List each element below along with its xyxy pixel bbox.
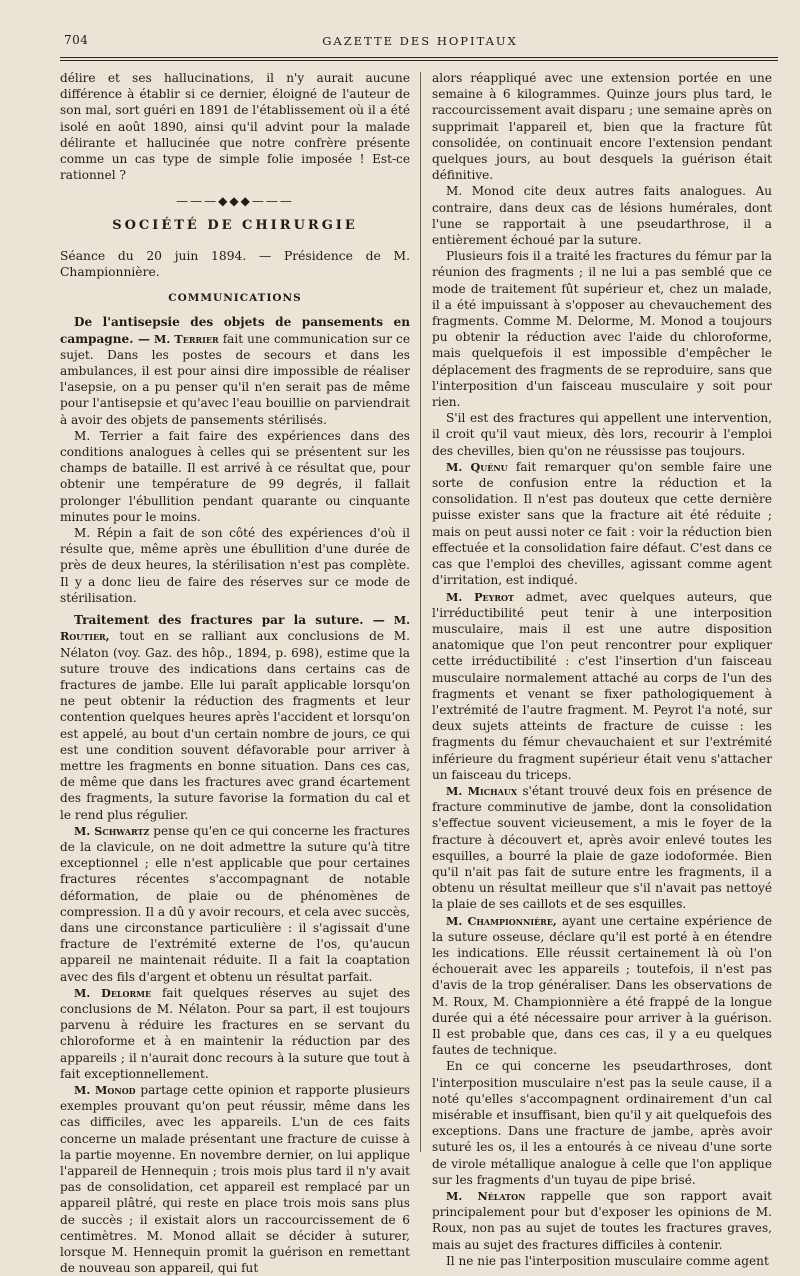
page-header [0, 30, 800, 54]
speaker-quenu: M. Quénu [446, 459, 508, 474]
antisepsie-paragraph-2: M. Terrier a fait faire des expériences dans des conditions analogues à celles qui se présentent sur les champs de bataille. Il est arrivé à ce résultat que, pour obtenir une température de 99 degrés, il fallait prolonger l'ébullition pendant quarante ou cinquante minutes pour le moins. [60, 428, 410, 524]
speaker-championniere: M. Championnière, [446, 913, 557, 928]
right-paragraph-4: S'il est des fractures qui appellent une intervention, il croit qu'il vaut mieux, dès lors, recourir à l'emploi des chevilles, bien qu'on ne réussisse pas toujours. [432, 411, 772, 458]
page-number: 704 [64, 33, 89, 47]
section-title: SOCIÉTÉ DE CHIRURGIE [112, 217, 358, 233]
last-line: Il ne nie pas l'interposition musculaire comme agent [446, 1253, 769, 1268]
header-rule-bottom [60, 60, 778, 61]
session-line: Séance du 20 juin 1894. — Présidence de M. Championnière. [60, 248, 410, 280]
speaker-schwartz: M. Schwartz [74, 823, 150, 838]
delorme-paragraph [60, 985, 410, 1082]
opening-paragraph: délire et ses hallucinations, il n'y aurait aucune différence à établir si ce dernier, éloigné de l'auteur de son mal, sort guéri en 1891 de l'établissement où il a été isolé en août 1890, ainsi qu'il advint pour la malade délirante et hallucinée que notre confrère présente comme un cas type de simple folie imposée ! Est-ce rationnel ? [60, 71, 410, 183]
speaker-routier: M. Routier, [60, 613, 410, 644]
right-paragraph-2: M. Monod cite deux autres faits analogues. Au contraire, dans deux cas de lésions humérales, dont l'une se rapportait à une pseudarthrose, il a entièrement échoué par la suture. [432, 184, 772, 248]
fractures-text: tout en se ralliant aux conclusions de M. Nélaton (voy. Gaz. des hôp., 1894, p. 698), estime que la suture trouve des indications dans certains cas de fractures de jambe. Elle lui paraît applicable lorsqu'on ne peut obtenir la réduction des fragments et leur contention quelques heures après l'accident et lorsqu'on est appelé, au bout d'un certain nombre de jours, ce qui est une condition souvent défavorable pour arriver à mettre les fragments en bonne situation. Dans ces cas, de même que dans les fractures avec grand écartement des fragments, la suture favorise la formation du cal et le rend plus régulier. [60, 629, 410, 822]
antisepsie-paragraph-3: M. Répin a fait de son côté des expériences d'où il résulte que, même après une ébullition d'une durée de près de deux heures, la stérilisation n'est pas complète. Il y a donc lieu de faire des réserves sur ce mode de stérilisation. [60, 526, 410, 605]
peyrot-text: admet, avec quelques auteurs, que l'irréductibilité peut tenir à une interposition musculaire, mais il est une autre disposition anatomique que l'on peut rencontrer pour expliquer cette irréductibilité : c'est l'insertion d'un faisceau musculaire normalement attaché au corps de l'un des fragments et venant se fixer pathologiquement à l'extrémité de l'autre fragment. M. Peyrot l'a noté, sur deux sujets atteints de fracture de cuisse : les fragments du fémur chevauchaient et sur l'extrémité inférieure du fragment supérieur était venu s'attacher un faisceau du triceps. [432, 589, 772, 782]
fractures-title: Traitement des fractures par la suture. — [74, 613, 385, 628]
section-ornament: ———◆◆◆——— [176, 194, 294, 209]
quenu-text: fait remarquer qu'on semble faire une sorte de confusion entre la réduction et la consolidation. Il n'est pas douteux que cette dernière puisse exister sans que la fracture ait été réduite ; mais on peut aussi noter ce fait : voir la réduction bien effectuée et la consolidation faire défaut. C'est dans ce cas que l'emploi des chevilles, agissant comme agent d'irritation, est indiqué. [432, 459, 772, 588]
fractures-paragraph [60, 612, 410, 823]
nelaton-text: rappelle que son rapport avait principalement pour but d'exposer les opinions de M. Roux, non pas au sujet de toutes les fractures graves, mais au sujet des fractures difficiles à contenir. [432, 1189, 772, 1252]
right-paragraph-3: Plusieurs fois il a traité les fractures du fémur par la réunion des fragments ; il ne lui a pas semblé que ce mode de traitement fût supérieur et, chez un malade, il a été impuissant à s'opposer au chevauchement des fragments. Comme M. Delorme, M. Monod a toujours pu obtenir la réduction avec l'aide du chloroforme, mais quelquefois il est impossible d'empêcher le déplacement des fragments de se reproduire, sans que l'interposition d'un faisceau musculaire y soit pour rien. [432, 249, 772, 410]
antisepsie-text-1: fait une communication sur ce sujet. Dans les postes de secours et dans les ambulances, il est pour ainsi dire impossible de réaliser l'asepsie, on a pu penser qu'il n'en serait pas de même pour l'antisepsie et qu'avec l'eau bouillie on parviendrait à avoir des objets de pansements stérilisés. [60, 331, 410, 427]
schwartz-paragraph [60, 823, 410, 985]
championniere-paragraph [432, 913, 772, 1059]
subsection-heading: COMMUNICATIONS [168, 292, 302, 305]
nelaton-paragraph [432, 1188, 772, 1253]
speaker-nelaton: M. Nélaton [446, 1189, 526, 1204]
antisepsie-paragraph [60, 314, 410, 427]
delorme-text: fait quelques réserves au sujet des conclusions de M. Nélaton. Pour sa part, il est toujours parvenu à réduire les fractures en se servant du chloroforme et à en maintenir la réduction par des appareils ; il n'aurait donc recours à la suture que tout à fait exceptionnellement. [60, 985, 410, 1081]
schwartz-text: pense qu'en ce qui concerne les fractures de la clavicule, on ne doit admettre la suture qu'à titre exceptionnel ; elle n'est applicable que pour certaines fractures récentes s'accompagnant de notable déformation, de plaie ou de phénomènes de compression. Il a dû y avoir recours, et cela avec succès, dans une circonstance particulière : il s'agissait d'une fracture de l'extrémité externe de l'os, qu'aucun appareil ne maintenait réduite. Il a fait la coaptation avec des fils d'argent et obtenu un résultat parfait. [60, 823, 410, 984]
speaker-monod: M. Monod [74, 1082, 136, 1097]
header-rule-top [60, 57, 778, 58]
journal-title: GAZETTE DES HOPITAUX [322, 34, 518, 48]
right-paragraph-1: alors réappliqué avec une extension portée en une semaine à 6 kilogrammes. Quinze jours plus tard, le raccourcissement avait disparu ; une semaine après on supprimait l'appareil et, bien que la fracture fût consolidée, on continuait encore l'extension pendant quelques jours, au bout desquels la guérison était définitive. [432, 71, 772, 183]
column-divider [420, 72, 421, 1152]
championniere-text: ayant une certaine expérience de la suture osseuse, déclare qu'il est porté à en étendre les indications. Elle réussit certainement là où l'on échouerait avec les appareils ; toutefois, il n'est pas d'avis de la trop généraliser. Dans les observations de M. Roux, M. Championnière a été frappé de la longue durée qui a été nécessaire pour arriver à la guérison. Il est probable que, dans ces cas, il y a eu quelques fautes de technique. [432, 913, 772, 1058]
speaker-peyrot: M. Peyrot [446, 589, 514, 604]
right-column [432, 70, 772, 1268]
monod-paragraph [60, 1082, 410, 1276]
michaux-text: s'étant trouvé deux fois en présence de fracture comminutive de jambe, dont la consolidation s'effectue souvent vicieusement, a mis le foyer de la fracture à découvert et, après avoir enlevé toutes les esquilles, a bourré la plaie de gaze iodoformée. Bien qu'il n'ait pas fait de suture entre les fragments, il a obtenu un résultat meilleur que s'il n'avait pas nettoyé la plaie de ses caillots et de ses esquilles. [432, 783, 772, 912]
interposition-paragraph: En ce qui concerne les pseudarthroses, dont l'interposition musculaire n'est pas la seule cause, il a noté qu'elles s'accompagnent ordinairement d'un cal misérable et insuffisant, bien qu'il y ait quelquefois des exceptions. Dans une fracture de jambe, après avoir suturé les os, il les a entourés à ce niveau d'une sorte de virole métallique analogue à celle que l'on applique sur les fragments d'un tuyau de pipe brisé. [432, 1059, 772, 1187]
quenu-paragraph [432, 459, 772, 589]
left-column [60, 70, 410, 1276]
monod-text: partage cette opinion et rapporte plusieurs exemples prouvant qu'on peut réussir, même dans les cas difficiles, avec les appareils. L'un de ces faits concerne un malade présentant une fracture de cuisse à la partie moyenne. En novembre dernier, on lui applique l'appareil de Hennequin ; trois mois plus tard il n'y avait pas de consolidation, cet appareil est remplacé par un appareil plâtré, qui reste en place trois mois sans plus de succès ; il existait alors un raccourcissement de 6 centimètres. M. Monod allait se décider à suturer, lorsque M. Hennequin promit la guérison en remettant de nouveau son appareil, qui fut [60, 1082, 410, 1276]
michaux-paragraph [432, 783, 772, 913]
speaker-michaux: M. Michaux [446, 783, 518, 798]
speaker-delorme: M. Delorme [74, 985, 152, 1000]
speaker-terrier: M. Terrier [154, 331, 219, 346]
antisepsie-title: De l'antisepsie des objets de pansements en campagne. — [60, 315, 410, 346]
peyrot-paragraph [432, 589, 772, 783]
